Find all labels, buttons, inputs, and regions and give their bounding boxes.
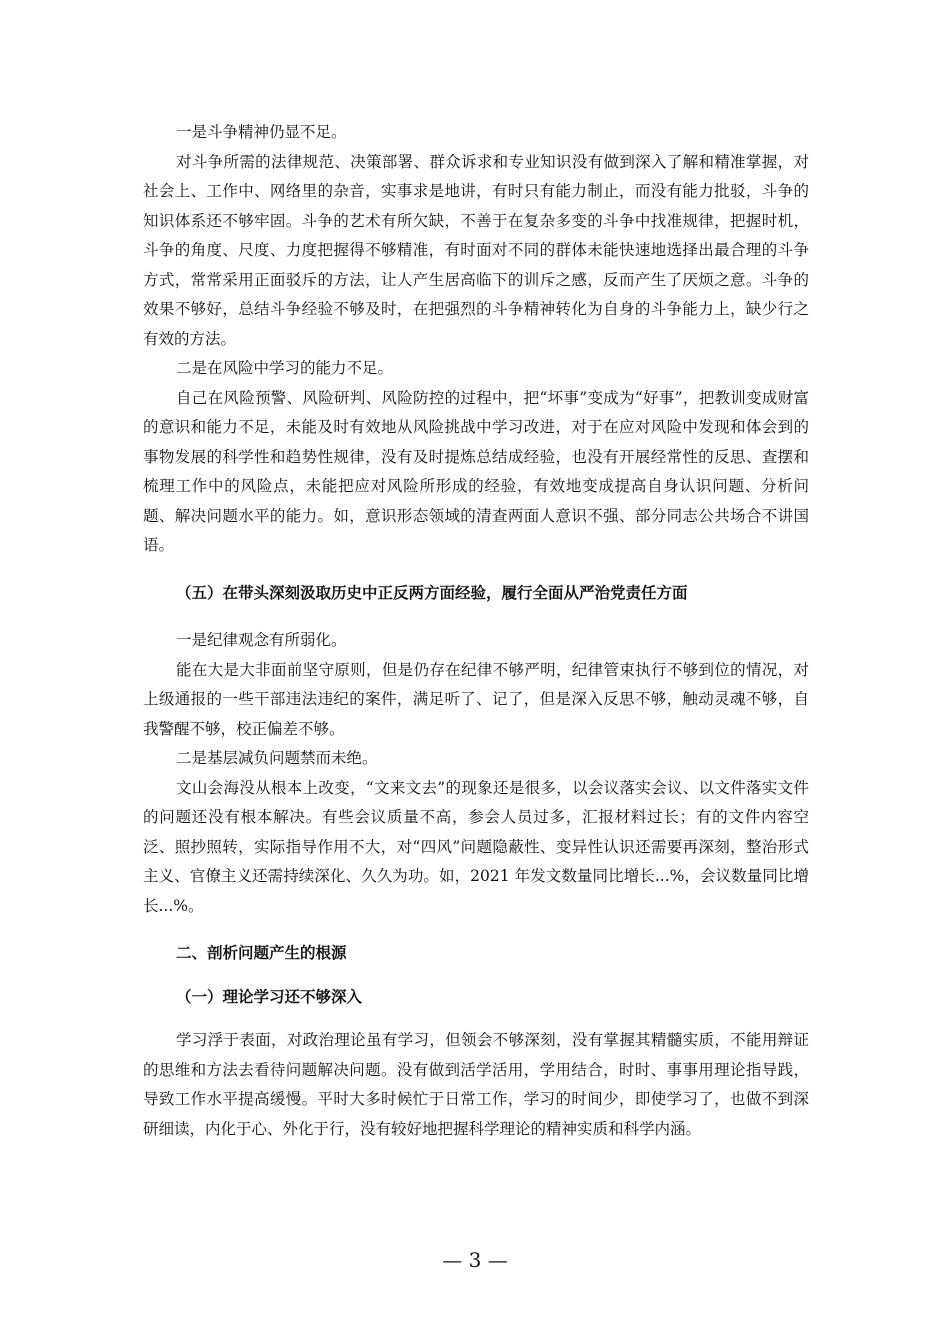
- paragraph-burden-body: 文山会海没从根本上改变，“文来文去”的现象还是很多，以会议落实会议、以文件落实文件的问题还没有根本解决。有些会议质量不高，参会人员过多，汇报材料过长；有的文件内容空泛、照抄照转，实际指导作用不大，对“四风”问题隐蔽性、变异性认识还需要再深刻，整治形式主义、官僚主义还需持续深化、久久为功。如，2021 年发文数量同比增长...%，会议数量同比增长...%。: [143, 778, 809, 915]
- paragraph-struggle-spirit-body: 对斗争所需的法律规范、决策部署、群众诉求和专业知识没有做到深入了解和精准掌握，对社会上、工作中、网络里的杂音，实事求是地讲，有时只有能力制止，而没有能力批驳，斗争的知识体系还不够牢固。斗争的艺术有所欠缺，不善于在复杂多变的斗争中找准规律，把握时机，斗争的角度、尺度、力度把握得不够精准，有时面对不同的群体未能快速地选择出最合理的斗争方式，常常采用正面驳斥的方法，让人产生居高临下的训斥之感，反而产生了厌烦之意。斗争的效果不够好，总结斗争经验不够及时，在把强烈的斗争精神转化为自身的斗争能力上，缺少行之有效的方法。: [143, 152, 809, 348]
- page-content: [143, 118, 809, 1144]
- paragraph-risk-learning-body: 自己在风险预警、风险研判、风险防控的过程中，把“坏事”变成为“好事”，把教训变成财富的意识和能力不足，未能及时有效地从风险挑战中学习改进，对于在应对风险中发现和体会到的事物发展的科学性和趋势性规律，没有及时提炼总结成经验，也没有开展经常性的反思、查摆和梳理工作中的风险点，未能把应对风险所形成的经验，有效地变成提高自身认识问题、分析问题、解决问题水平的能力。如，意识形态领域的清查两面人意识不强、部分同志公共场合不讲国语。: [143, 388, 809, 554]
- section-heading-five: （五）在带头深刻汲取历史中正反两方面经验，履行全面从严治党责任方面: [176, 583, 688, 602]
- chapter-heading-two: 二、剖析问题产生的根源: [176, 944, 347, 962]
- paragraph-theory-study-body: 学习浮于表面，对政治理论虽有学习，但领会不够深刻，没有掌握其精髓实质，不能用辩证的思维和方法去看待问题解决问题。没有做到活学活用，学用结合，时时、事事用理论指导践，导致工作水平提高缓慢。平时大多时候忙于日常工作，学习的时间少，即使学习了，也做不到深研细读，内化于心、外化于行，没有较好地把握科学理论的精神实质和科学内涵。: [143, 1031, 809, 1138]
- paragraph-risk-learning-heading: 二是在风险中学习的能力不足。: [176, 359, 394, 377]
- spacer: [143, 969, 809, 983]
- page-number: — 3 —: [442, 1248, 508, 1272]
- section-heading-one: （一）理论学习还不够深入: [176, 987, 363, 1006]
- paragraph-discipline-body: 能在大是大非面前坚守原则，但是仍存在纪律不够严明，纪律管束执行不够到位的情况，对上级通报的一些干部违法违纪的案件，满足听了、记了，但是深入反思不够，触动灵魂不够，自我警醒不够，校正偏差不够。: [143, 660, 809, 738]
- spacer: [143, 921, 809, 939]
- spacer: [143, 608, 809, 626]
- spacer: [143, 1012, 809, 1026]
- spacer: [143, 561, 809, 579]
- paragraph-discipline-heading: 一是纪律观念有所弱化。: [176, 631, 347, 649]
- paragraph-burden-heading: 二是基层减负问题禁而未绝。: [176, 749, 378, 767]
- paragraph-struggle-spirit-heading: 一是斗争精神仍显不足。: [176, 123, 347, 141]
